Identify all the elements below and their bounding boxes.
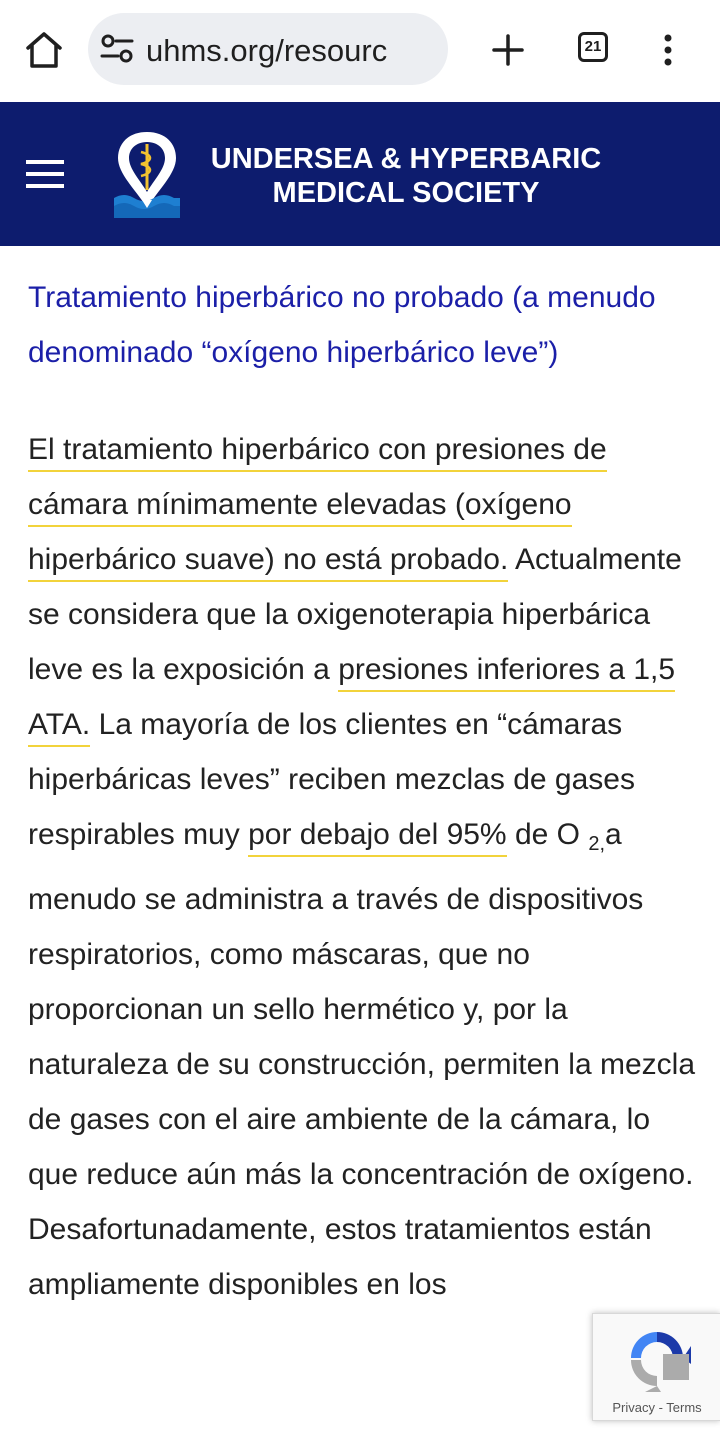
recaptcha-icon xyxy=(621,1324,693,1394)
organization-name[interactable] xyxy=(186,142,626,212)
highlighted-text: presiones inferiores a 1,5 ATA. xyxy=(28,653,675,747)
address-bar[interactable] xyxy=(88,13,448,85)
paragraph-text: Actualmente se considera que la oxigenoterapia hiperbárica leve es la exposición a xyxy=(28,543,682,686)
uhms-logo-icon[interactable] xyxy=(112,128,182,220)
article-title[interactable]: Tratamiento hiperbárico no probado (a menudo denominado “oxígeno hiperbárico leve”) xyxy=(28,281,656,369)
hamburger-menu-icon[interactable] xyxy=(24,157,66,191)
more-vert-icon[interactable] xyxy=(650,26,686,74)
recaptcha-links xyxy=(593,1400,720,1415)
browser-toolbar xyxy=(0,0,720,100)
url-text[interactable]: uhms.org/resourc xyxy=(146,33,388,68)
paragraph-text: de O xyxy=(506,818,589,851)
terms-link[interactable]: Terms xyxy=(666,1400,702,1415)
plus-icon[interactable] xyxy=(484,26,532,74)
link-separator: - xyxy=(654,1400,667,1415)
org-name-line2: MEDICAL SOCIETY xyxy=(272,177,540,209)
subscript-text: 2, xyxy=(588,833,606,855)
site-settings-icon[interactable] xyxy=(98,31,138,67)
highlighted-text: El tratamiento hiperbárico con presiones de cámara mínimamente elevadas (oxígeno hiperbárico suave) no está probado. xyxy=(28,433,607,582)
paragraph-text: La mayoría de los clientes en “cámaras hiperbáricas leves” reciben mezclas de gases respirables muy xyxy=(28,708,635,851)
home-icon[interactable] xyxy=(22,28,66,72)
tab-switcher-icon[interactable]: 21 xyxy=(578,32,608,62)
privacy-link[interactable]: Privacy xyxy=(612,1400,655,1415)
paragraph-text: a menudo se administra a través de dispositivos respiratorios, como máscaras, que no proporcionan un sello hermético y, por la naturaleza de su construcción, permiten la mezcla de gases con el aire ambiente de la cámara, lo que reduce aún más la concentración de oxígeno. Desafortunadamente, estos tratamientos están ampliamente disponibles en los xyxy=(28,818,696,1301)
highlighted-text: por debajo del 95% xyxy=(248,818,507,857)
article-paragraph xyxy=(28,422,696,1312)
recaptcha-badge[interactable] xyxy=(592,1313,720,1421)
org-name-line1: UNDERSEA & HYPERBARIC xyxy=(210,143,602,175)
site-header xyxy=(0,102,720,246)
article-content xyxy=(28,270,696,1312)
